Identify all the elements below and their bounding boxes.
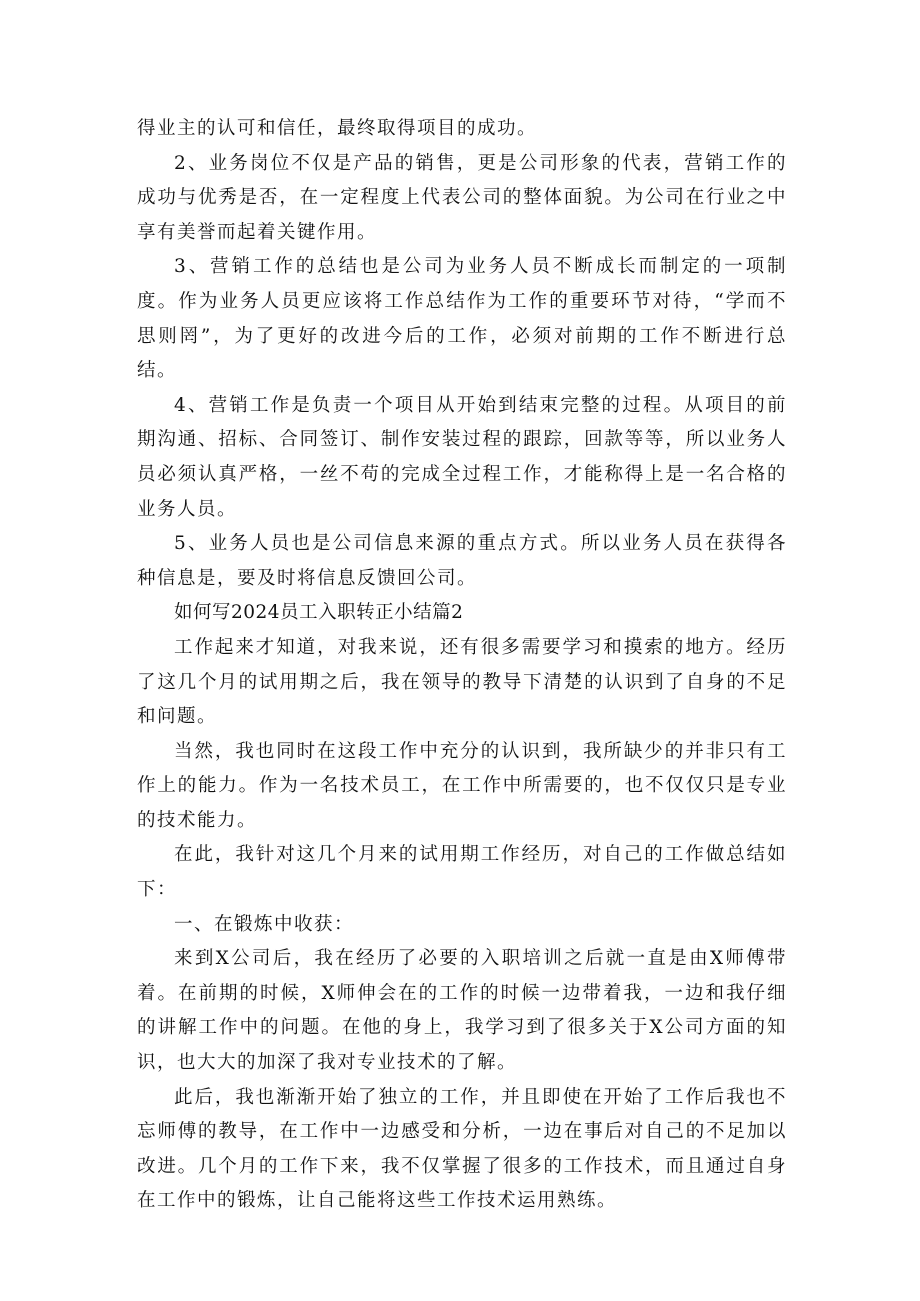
- paragraph-point-5: 5、业务人员也是公司信息来源的重点方式。所以业务人员在获得各种信息是，要及时将信息反馈回公司。: [137, 533, 787, 589]
- paragraph-intro: 工作起来才知道，对我来说，还有很多需要学习和摸索的地方。经历了这几个月的试用期之后，我在领导的教导下清楚的认识到了自身的不足和问题。: [137, 636, 787, 728]
- section-title: 如何写2024员工入职转正小结篇2: [174, 602, 464, 624]
- paragraph-continuation: 得业主的认可和信任，最终取得项目的成功。: [137, 118, 538, 139]
- subsection-heading: 一、在锻炼中收获：: [174, 913, 355, 935]
- paragraph-point-4: 4、营销工作是负责一个项目从开始到结束完整的过程。从项目的前期沟通、招标、合同签订、制作安装过程的跟踪，回款等等，所以业务人员必须认真严格，一丝不苟的完成全过程工作，才能称得上是一名合格的业务人员。: [137, 394, 787, 520]
- paragraph-independent-work: 此后，我也渐渐开始了独立的工作，并且即使在开始了工作后我也不忘师傅的教导，在工作中一边感受和分析，一边在事后对自己的不足加以改进。几个月的工作下来，我不仅掌握了很多的工作技术，而且通过自身在工作中的锻炼，让自己能将这些工作技术运用熟练。: [137, 1086, 787, 1212]
- paragraph-point-3: 3、营销工作的总结也是公司为业务人员不断成长而制定的一项制度。作为业务人员更应该将工作总结作为工作的重要环节对待，“学而不思则罔”，为了更好的改进今后的工作，必须对前期的工作不断进行总结。: [137, 256, 787, 382]
- paragraph-point-2: 2、业务岗位不仅是产品的销售，更是公司形象的代表，营销工作的成功与优秀是否，在一定程度上代表公司的整体面貌。为公司在行业之中享有美誉而起着关键作用。: [137, 152, 787, 243]
- paragraph-mentor: 来到X公司后，我在经历了必要的入职培训之后就一直是由X师傅带着。在前期的时候，X师伸会在的工作的时候一边带着我，一边和我仔细的讲解工作中的问题。在他的身上，我学习到了很多关于X公司方面的知识，也大大的加深了我对专业技术的了解。: [137, 948, 787, 1074]
- document-body: [137, 112, 787, 1219]
- paragraph-ability: 当然，我也同时在这段工作中充分的认识到，我所缺少的并非只有工作上的能力。作为一名技术员工，在工作中所需要的，也不仅仅只是专业的技术能力。: [137, 740, 787, 831]
- paragraph-summary-lead: 在此，我针对这几个月来的试用期工作经历，对自己的工作做总结如下：: [137, 844, 787, 901]
